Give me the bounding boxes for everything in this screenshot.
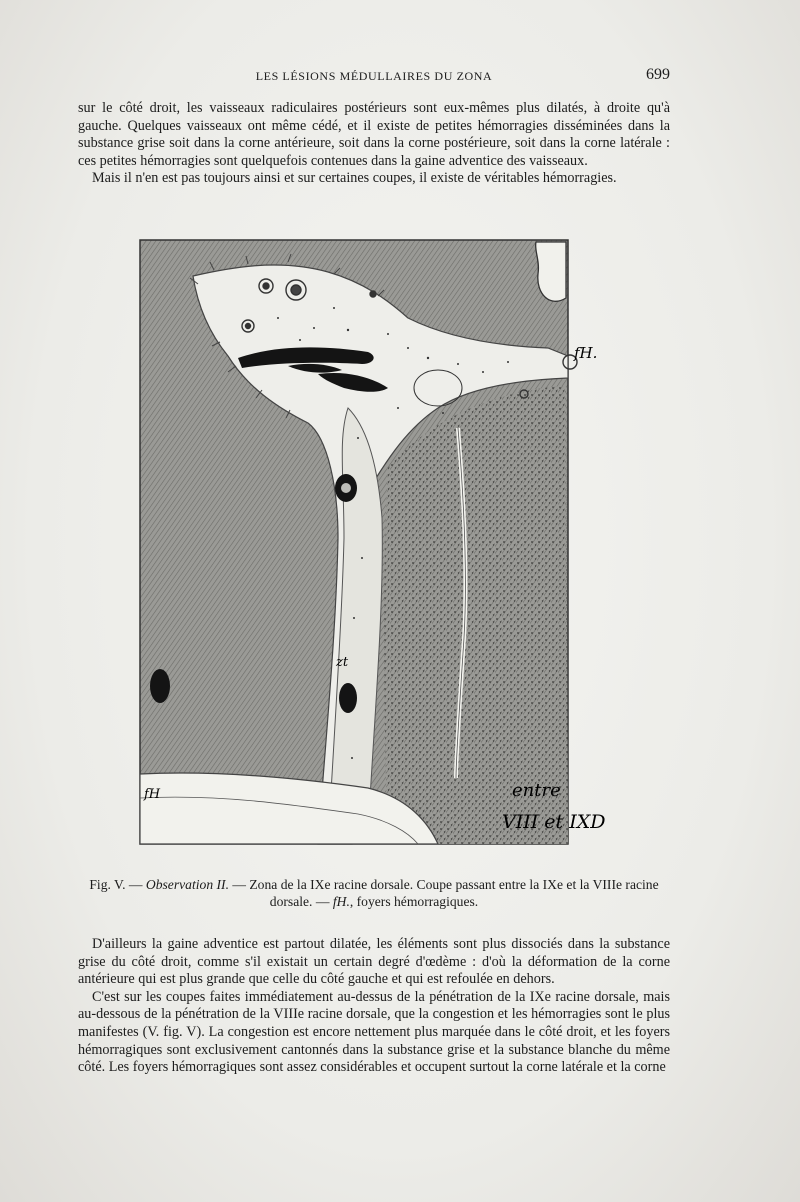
caption-fig-label: Fig. V. — bbox=[89, 877, 143, 892]
paragraph: C'est sur les coupes faites immédiatement au-dessus de la pénétration de la IXe racine dorsale, mais au-dessous de la pénétration de la VIIIe racine dorsale, que la congestion et les hémorragies sont le plus manifestes (V. fig. V). La congestion est encore nettement plus marquée dans le côté droit, et les foyers hémorragiques sont exclusivement cantonnés dans la substance grise et la substance blanche du même côté. Les foyers hémorragiques sont assez considérables et occupent surtout la corne latérale et la corne bbox=[78, 988, 670, 1076]
paragraph: sur le côté droit, les vaisseaux radiculaires postérieurs sont eux-mêmes plus dilatés, à droite qu'à gauche. Quelques vaisseaux ont même cédé, et il existe de petites hémorragies disséminées dans la substance grise soit dans la corne antérieure, soit dans la corne postérieure, soit dans la corne latérale : ces petites hémorragies sont quelquefois contenues dans la gaine adventice des vaisseaux. bbox=[78, 100, 670, 169]
annotation-fh-left: fH bbox=[144, 787, 161, 802]
figure-caption bbox=[78, 876, 670, 910]
bottom-text-block bbox=[78, 936, 670, 1077]
white-matter-right-column bbox=[384, 386, 568, 844]
page-number: 699 bbox=[646, 66, 670, 83]
paragraph: Mais il n'en est pas toujours ainsi et sur certaines coupes, il existe de véritables hémorragies. bbox=[92, 170, 617, 187]
annotation-zt: zt bbox=[336, 655, 349, 670]
figure-spinal-cord-section bbox=[138, 238, 628, 862]
caption-fh-abbrev: fH. bbox=[332, 894, 350, 909]
annotation-fh-right: fH. bbox=[574, 344, 598, 362]
caption-text-end: , foyers hémorragiques. bbox=[349, 894, 479, 909]
paragraph: D'ailleurs la gaine adventice est partout dilatée, les éléments sont plus dissociés dans la substance grise du côté droit, comme s'il existait un certain degré d'œdème : d'où la déformation de la corne antérieure qui est plus grande que celle du côté gauche et qui est refoulée en dehors. bbox=[78, 936, 670, 988]
running-title: LES LÉSIONS MÉDULLAIRES DU ZONA bbox=[255, 69, 493, 83]
running-header bbox=[78, 66, 670, 88]
caption-observation: Observation II. bbox=[145, 877, 229, 892]
annotation-entre: entre bbox=[512, 780, 561, 801]
annotation-roots: VIII et IXD bbox=[502, 811, 606, 833]
top-text-block bbox=[78, 100, 670, 188]
caption-text: — Zona de la IXe racine dorsale. Coupe passant entre la IXe et la VIIIe racine dorsale. — bbox=[232, 877, 659, 909]
histology-drawing bbox=[138, 238, 628, 862]
